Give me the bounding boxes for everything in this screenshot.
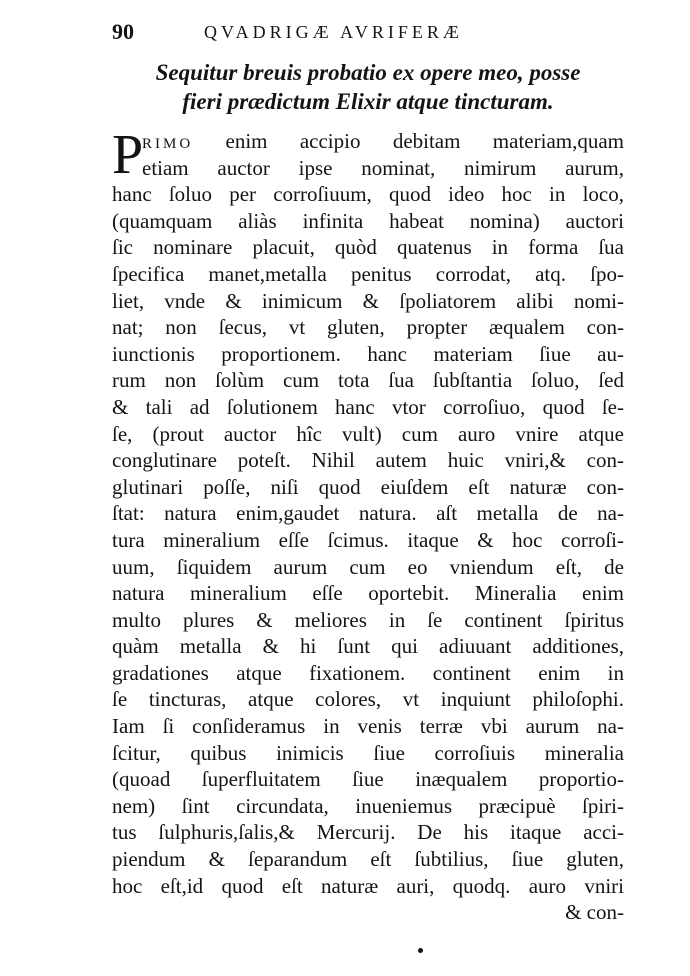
- text-line: etiam auctor ipse nominat, nimirum aurum,: [142, 155, 624, 180]
- text-line: Iam ſi conſideramus in venis terræ vbi aurum na-: [112, 714, 624, 739]
- text-line: conglutinare poteſt. Nihil autem huic vniri,& con-: [112, 448, 624, 473]
- first-word-small-caps: RIMO: [142, 136, 194, 152]
- section-heading: [128, 58, 608, 116]
- printer-mark: [418, 948, 423, 953]
- running-title: QVADRIGÆ AVRIFERÆ: [204, 22, 463, 42]
- text-line: hanc ſoluo per corroſiuum, quod ideo hoc in loco,: [112, 182, 624, 207]
- text-line: & tali ad ſolutionem hanc vtor corroſiuo, quod ſe-: [112, 394, 624, 419]
- text-line: ſe, (prout auctor hîc vult) cum auro vnire atque: [112, 421, 624, 446]
- text-line: glutinari poſſe, niſi quod eiuſdem eſt naturæ con-: [112, 474, 624, 499]
- text-line-content: enim accipio debitam materiam,quam: [225, 129, 624, 153]
- text-line: ſcitur, quibus inimicis ſiue corroſiuis mineralia: [112, 740, 624, 765]
- text-line: ſpecifica manet,metalla penitus corrodat, atq. ſpo-: [112, 261, 624, 286]
- text-line: gradationes atque fixationem. continent enim in: [112, 660, 624, 685]
- heading-line-2: fieri prædictum Elixir atque tincturam.: [182, 89, 554, 114]
- text-line: (quamquam aliàs infinita habeat nomina) auctori: [112, 208, 624, 233]
- text-line: ſic nominare placuit, quòd quatenus in forma ſua: [112, 235, 624, 260]
- text-line: ſe tincturas, atque colores, vt inquiunt philoſophi.: [112, 687, 624, 712]
- text-line: uum, ſiquidem aurum cum eo vniendum eſt, de: [112, 554, 624, 579]
- text-line: multo plures & meliores in ſe continent ſpiritus: [112, 607, 624, 632]
- text-line: liet, vnde & inimicum & ſpoliatorem alibi nomi-: [112, 288, 624, 313]
- text-line: piendum & ſeparandum eſt ſubtilius, ſiue gluten,: [112, 847, 624, 872]
- text-line: (quoad ſuperfluitatem ſiue inæqualem proportio-: [112, 767, 624, 792]
- running-head: [112, 18, 532, 46]
- text-line: [112, 128, 624, 155]
- text-line: tus ſulphuris,ſalis,& Mercurij. De his itaque acci-: [112, 820, 624, 845]
- page-number: 90: [112, 19, 134, 44]
- text-line: quàm metalla & hi ſunt qui adiuuant additiones,: [112, 634, 624, 659]
- heading-line-1: Sequitur breuis probatio ex opere meo, posse: [155, 60, 581, 85]
- text-line: hoc eſt,id quod eſt naturæ auri, quodq. auro vniri: [112, 873, 624, 898]
- body-text: [112, 124, 624, 926]
- text-line: ſtat: natura enim,gaudet natura. aſt metalla de na-: [112, 501, 624, 526]
- catchword: & con-: [565, 900, 624, 925]
- text-line: iunctionis proportionem. hanc materiam ſiue au-: [112, 341, 624, 366]
- drop-cap: P: [112, 124, 144, 186]
- text-line: nem) ſint circundata, inueniemus præcipuè ſpiri-: [112, 793, 624, 818]
- text-line: rum non ſolùm cum tota ſua ſubſtantia ſoluo, ſed: [112, 368, 624, 393]
- text-line: natura mineralium eſſe oportebit. Mineralia enim: [112, 581, 624, 606]
- text-line: tura mineralium eſſe ſcimus. itaque & hoc corroſi-: [112, 527, 624, 552]
- text-line: nat; non ſecus, vt gluten, propter æqualem con-: [112, 315, 624, 340]
